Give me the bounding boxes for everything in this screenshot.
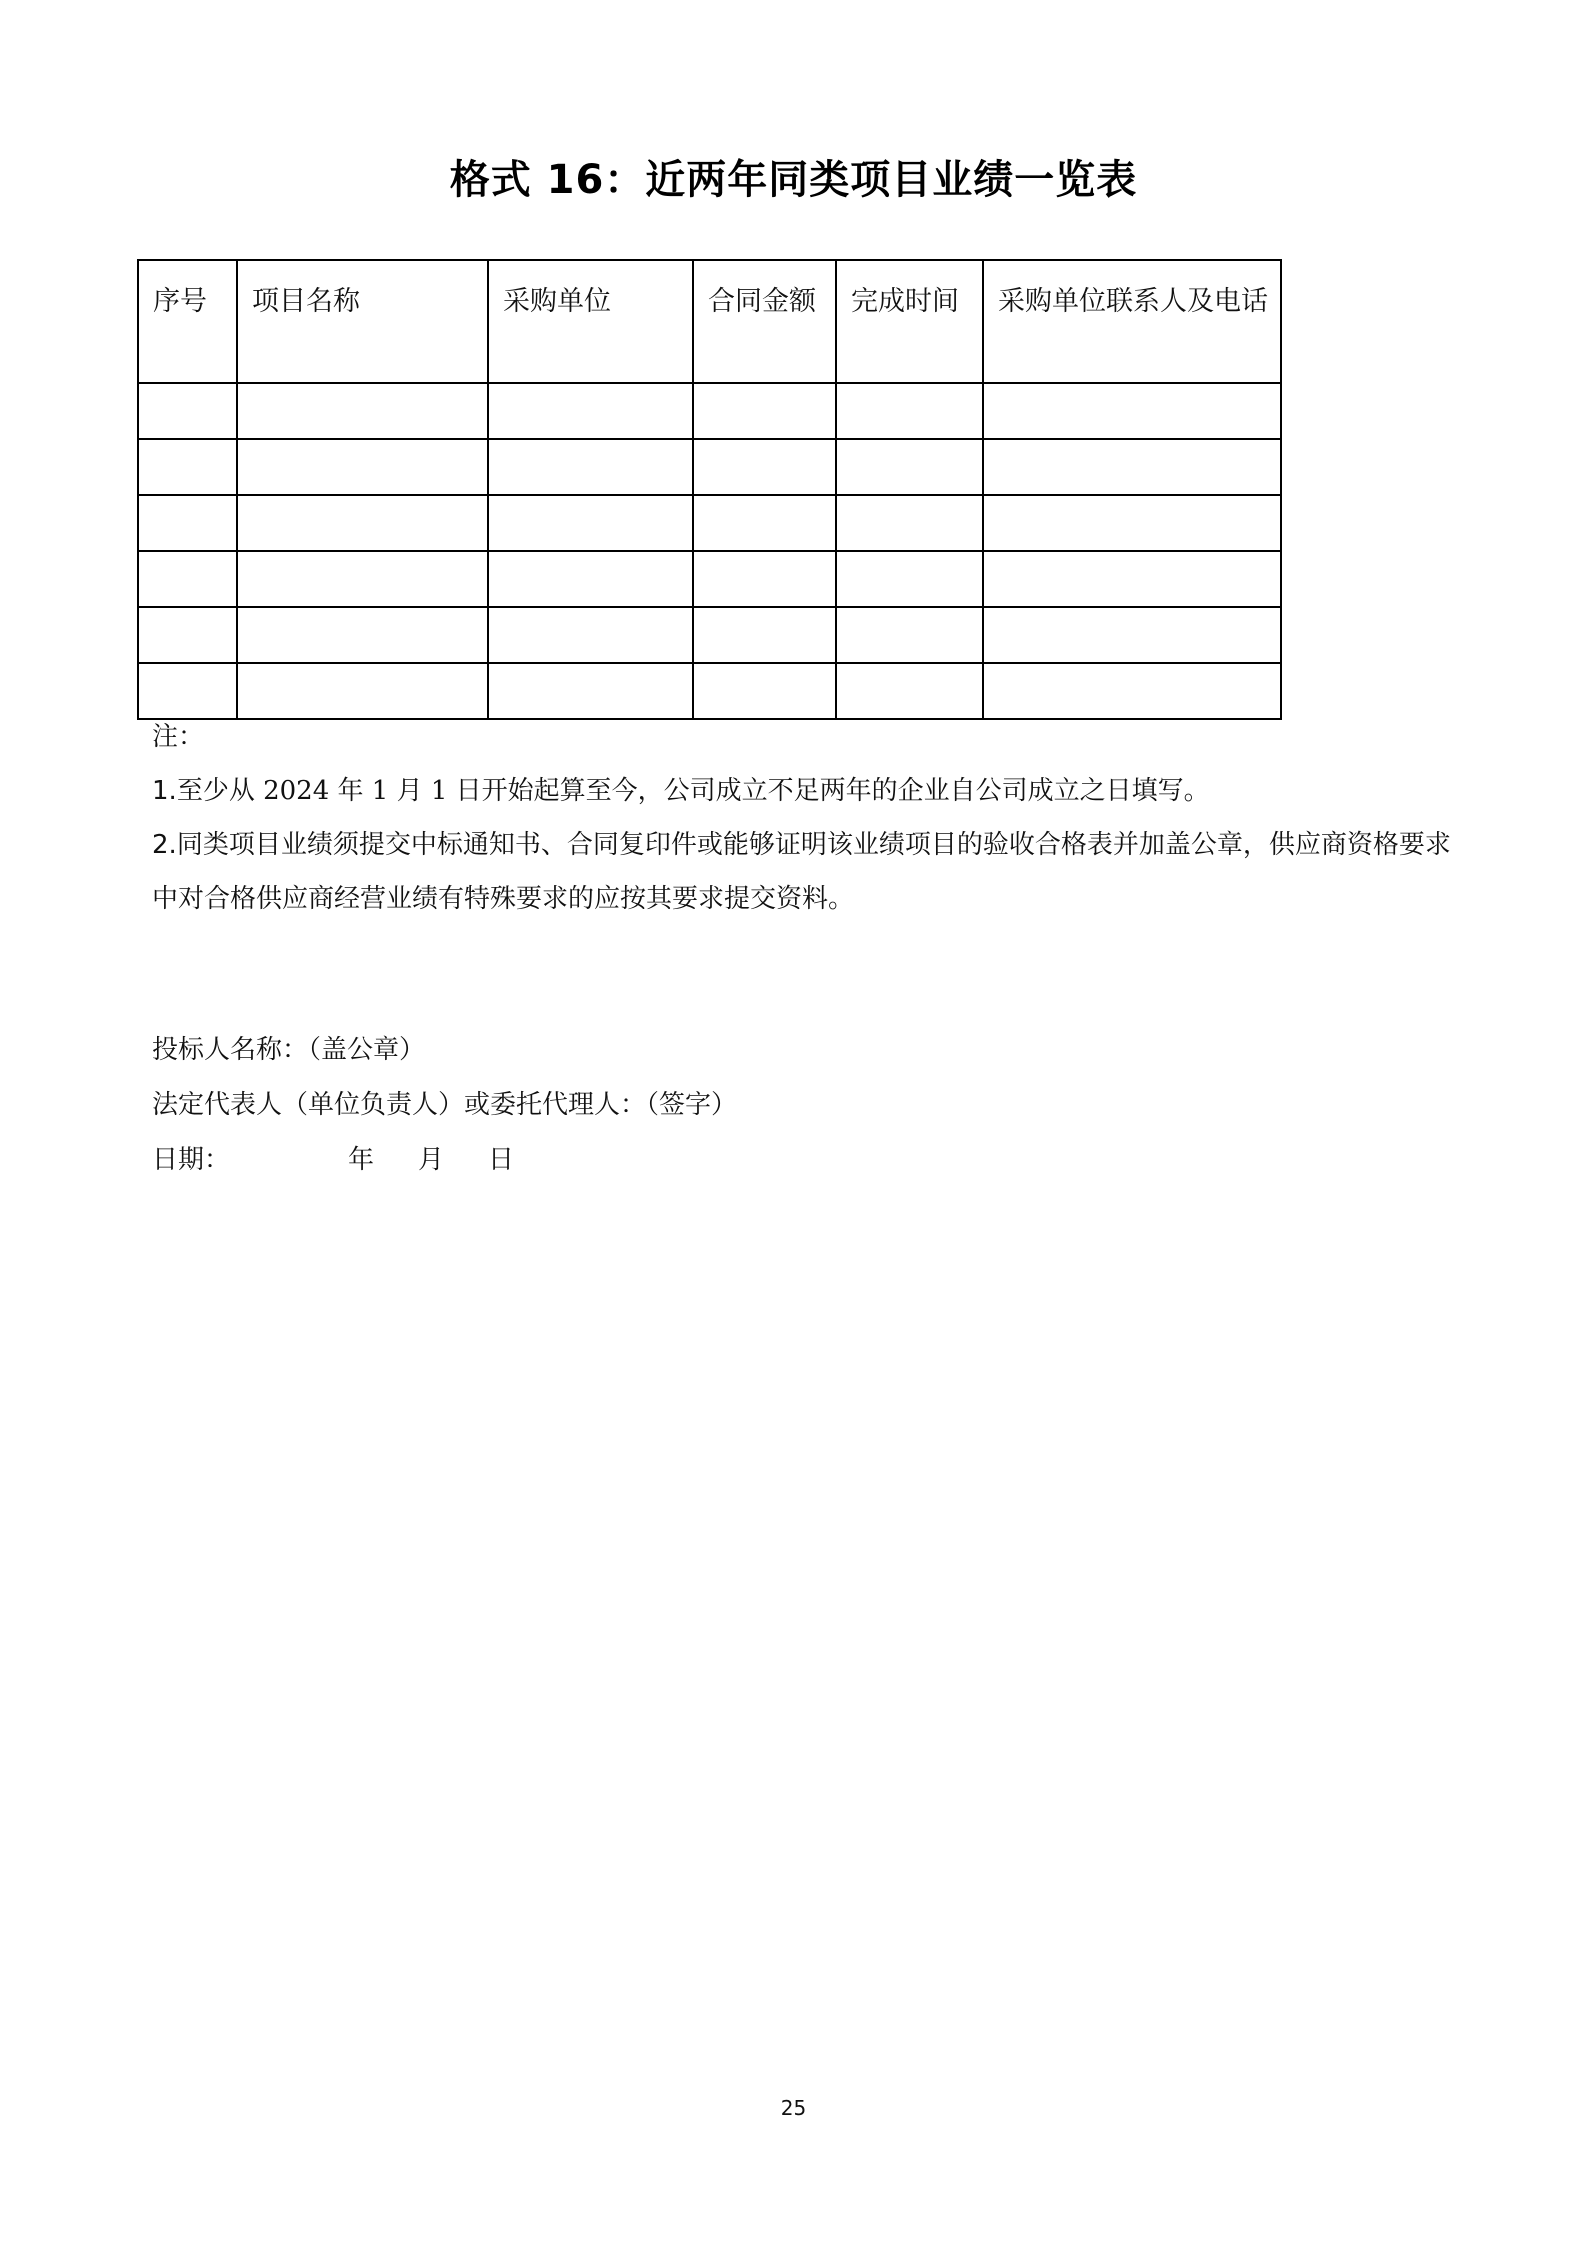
day-label: 日 (488, 1145, 515, 1175)
table-cell (983, 439, 1281, 495)
note-item-1 (152, 764, 1452, 818)
table-cell (693, 495, 836, 551)
header-contract-amount: 合同金额 (693, 260, 836, 383)
note-number: 1. (152, 776, 177, 806)
table-cell (488, 495, 693, 551)
table-row (138, 551, 1281, 607)
page-number: 25 (780, 2096, 807, 2120)
header-project-name: 项目名称 (237, 260, 488, 383)
table-cell (836, 383, 983, 439)
header-completion-time: 完成时间 (836, 260, 983, 383)
header-index: 序号 (138, 260, 237, 383)
table-cell (693, 551, 836, 607)
table-cell (237, 383, 488, 439)
table-cell (836, 495, 983, 551)
table-row (138, 439, 1281, 495)
table-row (138, 495, 1281, 551)
table-cell (488, 383, 693, 439)
table-cell (693, 663, 836, 719)
table-cell (237, 495, 488, 551)
month-label: 月 (418, 1145, 445, 1175)
table-cell (836, 607, 983, 663)
table-cell (237, 607, 488, 663)
table-cell (983, 495, 1281, 551)
table-cell (237, 551, 488, 607)
table-cell (836, 551, 983, 607)
table-cell (138, 551, 237, 607)
table-cell (138, 439, 237, 495)
page-title: 格式 16：近两年同类项目业绩一览表 (449, 157, 1138, 203)
table-cell (488, 439, 693, 495)
header-contact: 采购单位联系人及电话 (983, 260, 1281, 383)
table-cell (138, 383, 237, 439)
table-cell (983, 663, 1281, 719)
note-text: 至少从 2024 年 1 月 1 日开始起算至今，公司成立不足两年的企业自公司成立之日填写。 (176, 776, 1210, 806)
table-cell (138, 607, 237, 663)
performance-table (137, 259, 1282, 720)
date-line (152, 1139, 514, 1176)
table-cell (237, 663, 488, 719)
table-cell (836, 439, 983, 495)
table-cell (138, 495, 237, 551)
table-header-row (138, 260, 1281, 383)
table-cell (693, 383, 836, 439)
notes-label: 注： (152, 722, 205, 752)
table-row (138, 663, 1281, 719)
representative-line: 法定代表人（单位负责人）或委托代理人：（签字） (152, 1090, 738, 1120)
table-cell (488, 663, 693, 719)
table-row (138, 383, 1281, 439)
year-label: 年 (348, 1145, 375, 1175)
note-item-2 (152, 818, 1452, 926)
table-cell (693, 439, 836, 495)
note-number: 2. (152, 830, 177, 860)
table-cell (488, 551, 693, 607)
header-purchaser: 采购单位 (488, 260, 693, 383)
table-cell (983, 607, 1281, 663)
table-cell (983, 383, 1281, 439)
table-cell (983, 551, 1281, 607)
bidder-name-line: 投标人名称：（盖公章） (152, 1035, 426, 1065)
table-cell (237, 439, 488, 495)
table-cell (836, 663, 983, 719)
date-label: 日期： (152, 1145, 231, 1175)
note-text: 同类项目业绩须提交中标通知书、合同复印件或能够证明该业绩项目的验收合格表并加盖公章，供应商资格要求中对合格供应商经营业绩有特殊要求的应按其要求提交资料。 (152, 830, 1451, 914)
table-cell (693, 607, 836, 663)
table-cell (488, 607, 693, 663)
table-row (138, 607, 1281, 663)
